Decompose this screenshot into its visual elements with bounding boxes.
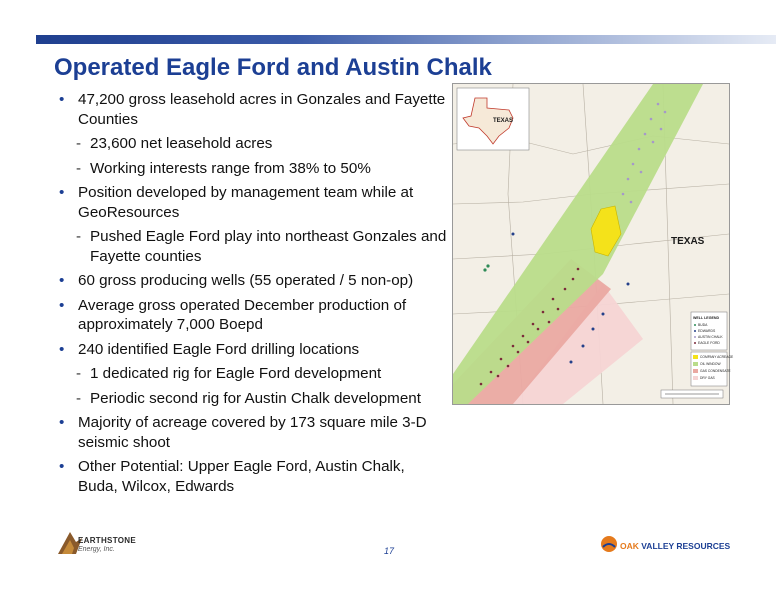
bullet-text: 240 identified Eagle Ford drilling locations — [78, 340, 360, 358]
texas-label: TEXAS — [671, 236, 705, 247]
eagle-ford-map — [452, 83, 734, 405]
sub-bullet-text: Periodic second rig for Austin Chalk development — [90, 389, 421, 407]
bullet-list — [56, 90, 448, 501]
bullet-text: Average gross operated December production of approximately 7,000 Boepd — [78, 296, 407, 333]
brand-subtitle: Energy, Inc. — [78, 546, 115, 553]
bullet-item: • Position developed by management team while at GeoResources — [59, 184, 414, 221]
sub-bullet-text: Pushed Eagle Ford play into northeast Gonzales and Fayette counties — [90, 228, 447, 265]
page-number: 17 — [384, 546, 395, 556]
bullet-text: 60 gross producing wells (55 operated / 5 non-op) — [78, 272, 414, 289]
bullet-item: • 47,200 gross leasehold acres in Gonzales and Fayette Counties — [59, 91, 446, 128]
bullet-item: • Majority of acreage covered by 173 square mile 3-D seismic shoot — [59, 414, 427, 451]
header-rule — [36, 35, 776, 44]
legend-eagle-ford: EAGLE FORD — [698, 341, 720, 345]
sub-bullet-item: - Pushed Eagle Ford play into northeast Gonzales and Fayette counties — [76, 228, 447, 265]
sub-bullet-text: 23,600 net leasehold acres — [90, 135, 273, 152]
sub-bullet-item: - 23,600 net leasehold acres — [76, 135, 273, 152]
sub-bullet-item: - Working interests range from 38% to 50% — [76, 159, 371, 177]
partner-oak: OAK — [620, 541, 639, 551]
bullet-item: • Other Potential: Upper Eagle Ford, Austin Chalk, Buda, Wilcox, Edwards — [59, 458, 405, 495]
legend-oil-window: OIL WINDOW — [700, 362, 721, 366]
bullet-text: Majority of acreage covered by 173 square mile 3-D seismic shoot — [78, 414, 427, 451]
legend-title: WELL LEGEND — [693, 316, 720, 320]
inset-texas-label: TEXAS — [493, 118, 514, 124]
bullet-item: • 60 gross producing wells (55 operated / 5 non-op) — [59, 272, 414, 289]
legend-dry-gas: DRY GAS — [700, 376, 715, 380]
legend-company-acreage: COMPANY ACREAGE — [700, 355, 734, 359]
brand-name: EARTHSTONE — [78, 536, 136, 545]
legend-austin-chalk: AUSTIN CHALK — [698, 335, 723, 339]
sub-bullet-item: - Periodic second rig for Austin Chalk development — [76, 389, 421, 407]
map-legend — [691, 312, 734, 386]
partner-rest: VALLEY RESOURCES — [641, 541, 731, 551]
bullet-item: • 240 identified Eagle Ford drilling locations — [59, 340, 360, 358]
oak-valley-logo-icon — [600, 535, 618, 553]
slide-title: Operated Eagle Ford and Austin Chalk — [54, 54, 492, 81]
partner-brand — [620, 541, 730, 551]
legend-gas-condensate: GAS CONDENSATE — [700, 369, 731, 373]
sub-bullet-text: Working interests range from 38% to 50% — [90, 159, 371, 177]
bullet-item: • Average gross operated December production of approximately 7,000 Boepd — [59, 296, 407, 333]
bullet-text: Other Potential: Upper Eagle Ford, Austin Chalk, Buda, Wilcox, Edwards — [78, 458, 405, 495]
bullet-text: 47,200 gross leasehold acres in Gonzales and Fayette Counties — [78, 91, 446, 128]
sub-bullet-item: - 1 dedicated rig for Eagle Ford development — [76, 365, 382, 382]
sub-bullet-text: 1 dedicated rig for Eagle Ford development — [90, 365, 382, 382]
bullet-text: Position developed by management team while at GeoResources — [78, 184, 414, 221]
legend-edwards: EDWARDS — [698, 329, 716, 333]
legend-buda: BUDA — [698, 323, 708, 327]
